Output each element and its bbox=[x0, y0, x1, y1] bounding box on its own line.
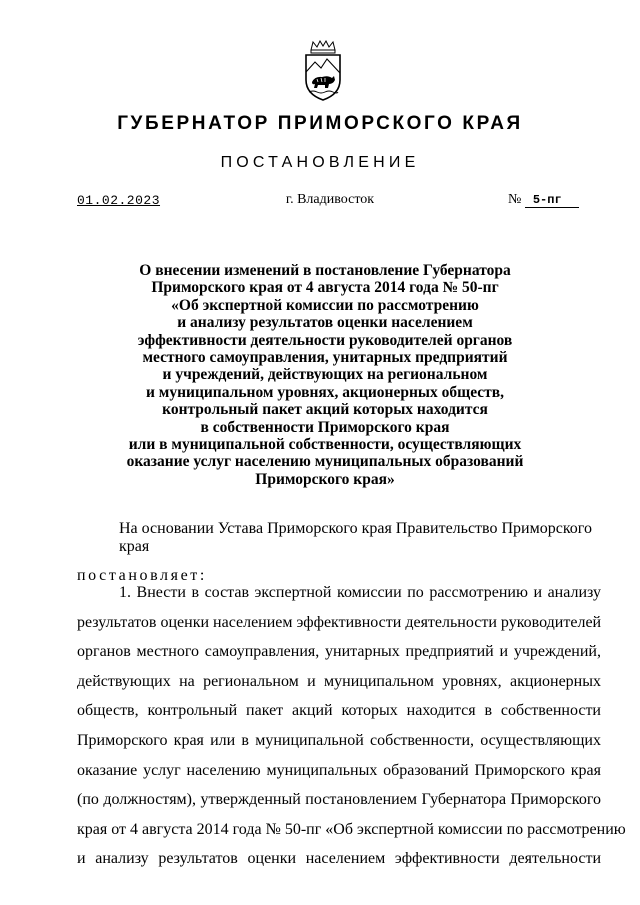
paragraph-line: оказание услуг населению муниципальных образований Приморского края bbox=[77, 761, 601, 779]
title-line: или в муниципальной собственности, осуществляющих bbox=[128, 436, 522, 454]
document-date: 01.02.2023 bbox=[77, 193, 161, 208]
document-number bbox=[508, 192, 579, 208]
title-line: и учреждений, действующих на региональном bbox=[162, 366, 488, 384]
title-line: эффективности деятельности руководителей органов bbox=[137, 331, 513, 349]
paragraph-line: и анализу результатов оценки населением эффективности деятельности bbox=[77, 850, 601, 868]
title-line: контрольный пакет акций которых находится bbox=[162, 401, 488, 419]
preamble-text: На основании Устава Приморского края Правительство Приморского края bbox=[119, 520, 592, 555]
document-type-heading: ПОСТАНОВЛЕНИЕ bbox=[220, 154, 420, 171]
paragraph-line: 1. Внести в состав экспертной комиссии по рассмотрению и анализу bbox=[119, 584, 601, 601]
paragraph-line: действующих на региональном и муниципальном уровнях, акционерных bbox=[77, 672, 601, 690]
paragraph-line: обществ, контрольный пакет акций которых находится в собственности bbox=[77, 702, 601, 720]
title-line: «Об экспертной комиссии по рассмотрению bbox=[171, 296, 479, 314]
item-1-paragraph bbox=[77, 578, 626, 874]
document-place: г. Владивосток bbox=[285, 192, 375, 207]
paragraph-line: результатов оценки населением эффективности деятельности руководителей bbox=[77, 613, 602, 631]
paragraph-line: Приморского края или в муниципальной собственности, осуществляющих bbox=[77, 731, 601, 749]
title-line: и анализу результатов оценки населением bbox=[177, 314, 473, 332]
number-sign: № bbox=[508, 192, 522, 207]
title-line: О внесении изменений в постановление Губернатора bbox=[139, 262, 511, 279]
title-line: оказание услуг населению муниципальных образований bbox=[126, 453, 524, 471]
preamble-paragraph bbox=[77, 520, 601, 585]
title-line: и муниципальном уровнях, акционерных обществ, bbox=[145, 383, 505, 401]
issuing-authority-heading: ГУБЕРНАТОР ПРИМОРСКОГО КРАЯ bbox=[117, 113, 523, 134]
document-title bbox=[90, 262, 560, 488]
number-value: 5-пг bbox=[525, 193, 579, 208]
title-line: Приморского края» bbox=[255, 470, 395, 488]
coat-of-arms-emblem bbox=[303, 40, 343, 102]
paragraph-line: органов местного самоуправления, унитарных предприятий и учреждений, bbox=[77, 643, 601, 661]
title-line: в собственности Приморского края bbox=[200, 418, 450, 436]
title-line: Приморского края от 4 августа 2014 года № 50-пг bbox=[151, 279, 499, 297]
resolves-word: постановляет: bbox=[77, 567, 207, 584]
paragraph-line: края от 4 августа 2014 года № 50-пг «Об экспертной комиссии по рассмотрению bbox=[77, 820, 626, 838]
title-line: местного самоуправления, унитарных предприятий bbox=[142, 349, 508, 367]
paragraph-line: (по должностям), утвержденный постановлением Губернатора Приморского bbox=[77, 791, 601, 809]
